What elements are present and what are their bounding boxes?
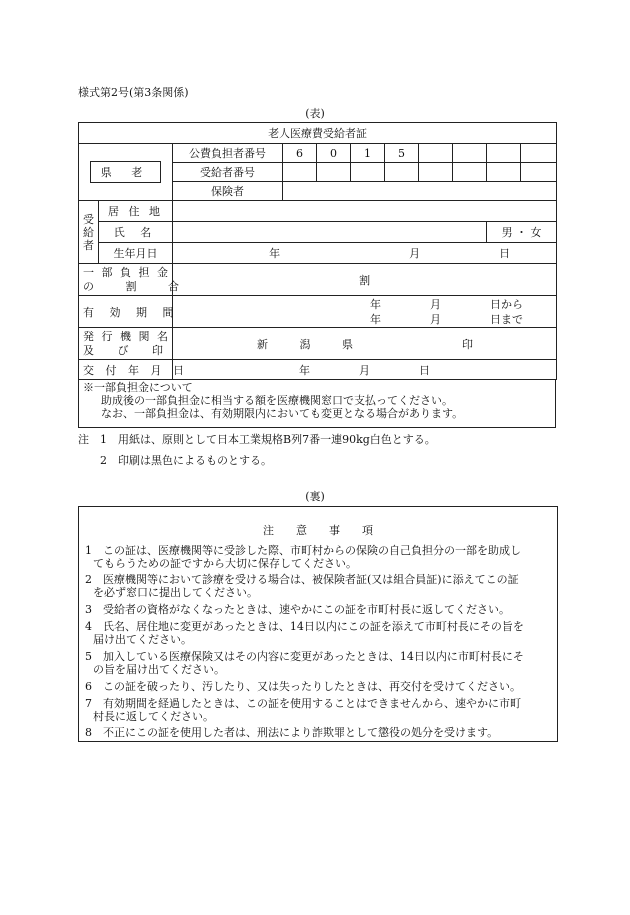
footnote-label: 注 bbox=[78, 433, 89, 446]
certificate-front-table bbox=[78, 122, 557, 380]
payer-digit bbox=[521, 144, 557, 163]
issuer-value: 新 潟 県 印 bbox=[173, 328, 557, 360]
issue-date-value: 年 月 日 bbox=[173, 360, 557, 380]
payer-digit: 1 bbox=[351, 144, 385, 163]
burden-notice-title: ※一部負担金について bbox=[83, 381, 193, 394]
burden-notice-line: なお、一部負担金は、有効期限内においても変更となる場合があります。 bbox=[101, 407, 464, 420]
precaution-line: 1 この証は、医療機関等に受診した際、市町村からの保険の自己負担分の一部を助成し bbox=[85, 544, 521, 557]
address-label: 居 住 地 bbox=[99, 201, 173, 222]
precaution-line: 3 受給者の資格がなくなったときは、速やかにこの証を市町村長に返してください。 bbox=[85, 603, 510, 616]
issue-date-label: 交 付 年 月 日 bbox=[79, 360, 173, 380]
precaution-line: てもらうための証ですから大切に保存してください。 bbox=[93, 557, 357, 570]
precaution-line: 2 医療機関等において診療を受ける場合は、被保険者証(又は組合員証)に添えてこの証 bbox=[85, 573, 519, 586]
burden-notice-line: 助成後の一部負担金に相当する額を医療機関窓口で支払ってください。 bbox=[101, 394, 453, 407]
form-number: 様式第2号(第3条関係) bbox=[78, 86, 189, 99]
payer-digit: 6 bbox=[283, 144, 317, 163]
precaution-line: の旨を届け出てください。 bbox=[93, 663, 225, 676]
burden-ratio-label: 一 部 負 担 金 の 割 合 bbox=[79, 264, 173, 296]
payer-digit bbox=[453, 144, 487, 163]
precaution-line: 4 氏名、居住地に変更があったときは、14日以内にこの証を添えて市町村長にその旨を bbox=[85, 620, 524, 633]
payer-digit: 0 bbox=[317, 144, 351, 163]
front-side-label: (表) bbox=[305, 107, 325, 120]
certificate-back-box bbox=[78, 506, 558, 742]
payer-digit bbox=[487, 144, 521, 163]
burden-notice-box bbox=[78, 380, 556, 428]
sex-field: 男 ・ 女 bbox=[487, 222, 557, 243]
precaution-line: 届け出てください。 bbox=[93, 633, 192, 646]
insurer-value bbox=[283, 182, 557, 201]
validity-value: 年 月 日から 年 月 日まで bbox=[173, 296, 557, 328]
insurer-label: 保険者 bbox=[173, 182, 283, 201]
burden-ratio-value: 割 bbox=[173, 264, 557, 296]
payer-digit: 5 bbox=[385, 144, 419, 163]
precaution-line: 8 不正にこの証を使用した者は、刑法により詐欺罪として懲役の処分を受けます。 bbox=[85, 726, 499, 739]
footnote-2: 2 印刷は黒色によるものとする。 bbox=[100, 454, 272, 467]
precaution-line: 7 有効期間を経過したときは、この証を使用することはできませんから、速やかに市町 bbox=[85, 697, 521, 710]
validity-label: 有 効 期 間 bbox=[79, 296, 173, 328]
birthdate-value: 年 月 日 bbox=[173, 243, 557, 264]
recipient-number-label: 受給者番号 bbox=[173, 163, 283, 182]
address-value bbox=[173, 201, 557, 222]
precaution-line: 5 加入している医療保険又はその内容に変更があったときは、14日以内に市町村長にそ bbox=[85, 650, 524, 663]
issuer-label: 発 行 機 関 名 及 び 印 bbox=[79, 328, 173, 360]
certificate-title: 老人医療費受給者証 bbox=[79, 123, 557, 144]
precaution-line: を必ず窓口に提出してください。 bbox=[93, 586, 258, 599]
name-label: 氏 名 bbox=[99, 222, 173, 243]
precaution-line: 6 この証を破ったり、汚したり、又は失ったりしたときは、再交付を受けてください。 bbox=[85, 680, 521, 693]
back-side-label: (裏) bbox=[305, 490, 325, 503]
payer-number-label: 公費負担者番号 bbox=[173, 144, 283, 163]
birthdate-label: 生年月日 bbox=[99, 243, 173, 264]
precautions-title: 注 意 事 項 bbox=[263, 524, 373, 537]
kenro-cell bbox=[79, 144, 173, 201]
footnote-1: 1 用紙は、原則として日本工業規格B列7番一連90kg白色とする。 bbox=[100, 433, 436, 446]
name-value bbox=[173, 222, 487, 243]
precaution-line: 村長に返してください。 bbox=[93, 710, 214, 723]
payer-digit bbox=[419, 144, 453, 163]
kenro-box: 県 老 bbox=[90, 161, 162, 183]
recipient-group-label: 受給者 bbox=[79, 201, 99, 264]
